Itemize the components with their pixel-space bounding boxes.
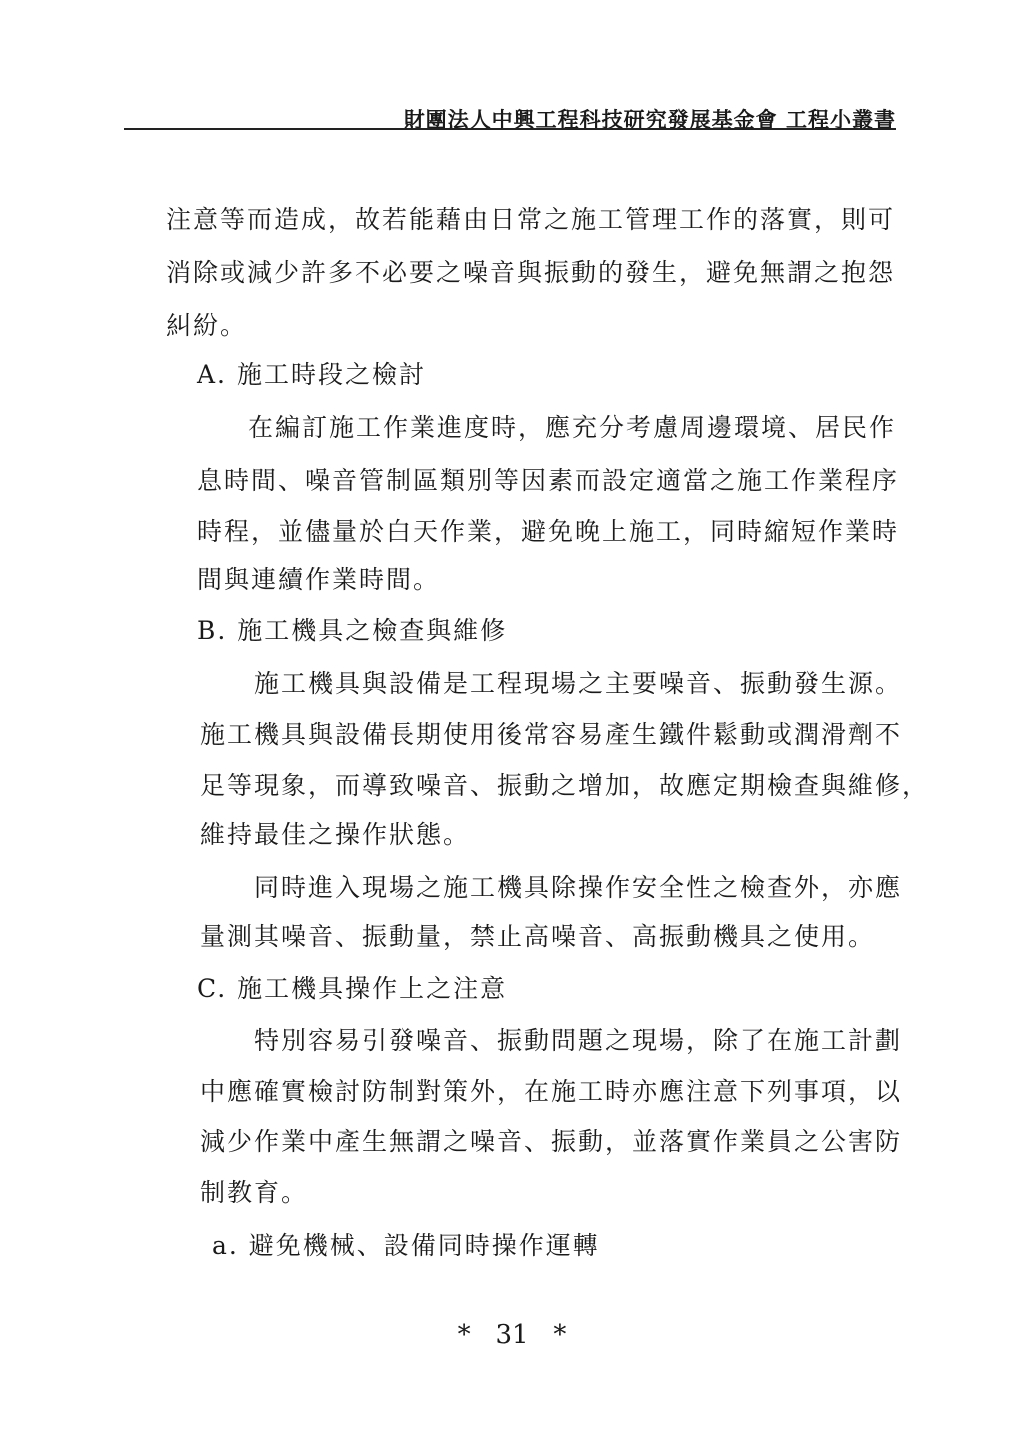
section-c-line-4: 制教育。 <box>200 1178 309 1207</box>
header-divider <box>124 128 896 130</box>
section-c-item-a: a. 避免機械、設備同時操作運轉 <box>212 1231 600 1260</box>
section-b-p1-line-2: 施工機具與設備長期使用後常容易產生鐵件鬆動或潤滑劑不 <box>200 720 903 749</box>
page-header <box>0 0 1024 140</box>
section-a-line-3: 時程，並儘量於白天作業，避免晚上施工，同時縮短作業時 <box>197 517 900 546</box>
section-a-line-2: 息時間、噪音管制區類別等因素而設定適當之施工作業程序 <box>197 466 900 495</box>
section-b-p2-line-2: 量測其噪音、振動量，禁止高噪音、高振動機具之使用。 <box>200 922 876 951</box>
section-a-heading: A. 施工時段之檢討 <box>197 360 426 389</box>
section-a-line-1: 在編訂施工作業進度時，應充分考慮周邊環境、居民作 <box>248 413 897 442</box>
intro-line-2: 消除或減少許多不必要之噪音與振動的發生，避免無謂之抱怨 <box>166 258 896 287</box>
section-c-line-3: 減少作業中產生無謂之噪音、振動，並落實作業員之公害防 <box>200 1127 903 1156</box>
intro-line-1: 注意等而造成，故若能藉由日常之施工管理工作的落實，則可 <box>166 205 896 234</box>
intro-line-3: 糾紛。 <box>166 311 248 340</box>
section-b-p1-line-4: 維持最佳之操作狀態。 <box>200 820 471 849</box>
header-title: 財團法人中興工程科技研究發展基金會 工程小叢書 <box>403 107 896 132</box>
section-b-p1-line-1: 施工機具與設備是工程現場之主要噪音、振動發生源。 <box>254 669 903 698</box>
section-b-p2-line-1: 同時進入現場之施工機具除操作安全性之檢查外，亦應 <box>254 873 903 902</box>
page-number: * 31 * <box>457 1320 567 1350</box>
section-c-heading: C. 施工機具操作上之注意 <box>197 974 508 1003</box>
section-b-heading: B. 施工機具之檢查與維修 <box>197 616 508 645</box>
section-b-p1-line-3: 足等現象，而導致噪音、振動之增加，故應定期檢查與維修， <box>200 771 930 800</box>
section-c-line-1: 特別容易引發噪音、振動問題之現場，除了在施工計劃 <box>254 1026 903 1055</box>
section-c-line-2: 中應確實檢討防制對策外，在施工時亦應注意下列事項，以 <box>200 1077 903 1106</box>
section-a-line-4: 間與連續作業時間。 <box>197 565 441 594</box>
